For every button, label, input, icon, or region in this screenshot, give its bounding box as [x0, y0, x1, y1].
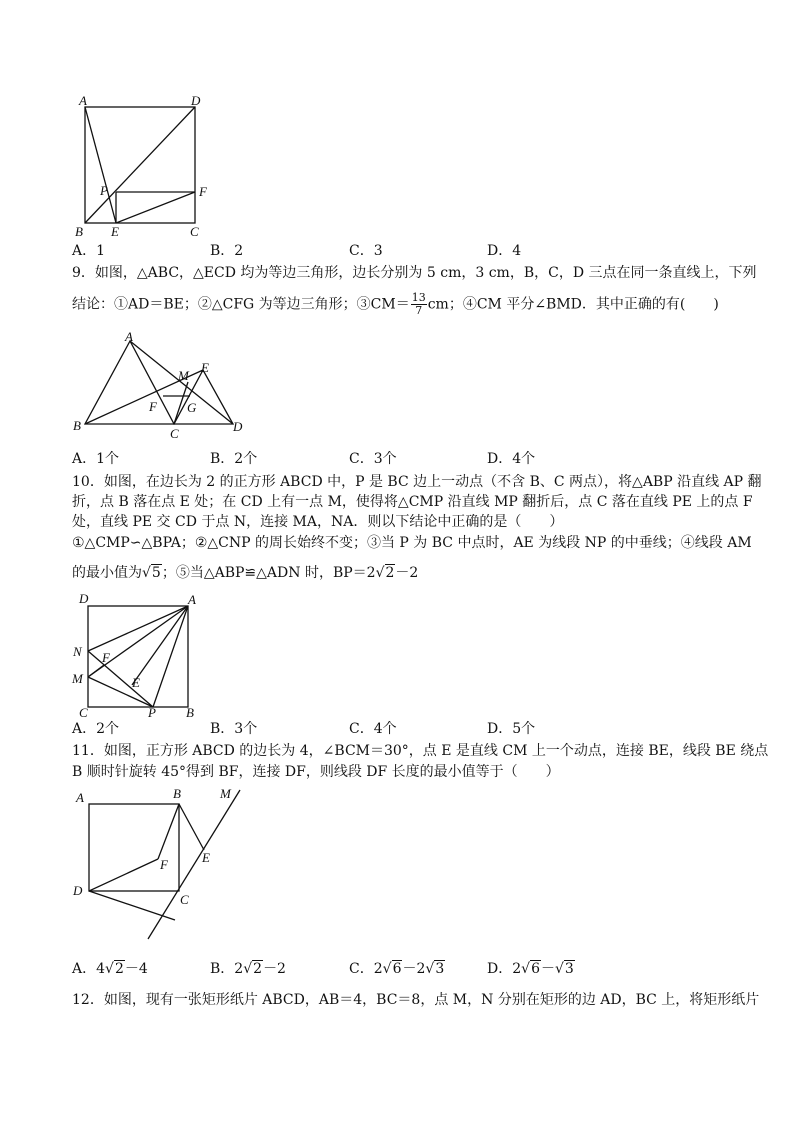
q10-label-P: P	[148, 705, 156, 720]
q9-label-B: B	[73, 418, 81, 433]
q10-line-MF	[88, 665, 104, 677]
q11-option-d: D．2√6－√3	[487, 961, 574, 977]
q11-option-a: A．4√2－4	[72, 961, 148, 977]
q10-option-a: A．2个	[72, 721, 120, 737]
q8-figure	[74, 95, 214, 240]
q10-text-line1: 10．如图，在边长为 2 的正方形 ABCD 中，P 是 BC 边上一动点（不含 B、C 两点），将△ABP 沿直线 AP 翻	[72, 474, 762, 490]
q11-line-BF	[158, 804, 179, 859]
q11-label-A: A	[76, 790, 84, 805]
q10-label-B: B	[186, 705, 194, 720]
q10-figure	[70, 590, 200, 720]
q10-text-line4: ①△CMP∽△BPA；②△CNP 的周长始终不变；③当 P 为 BC 中点时，AE 为线段 NP 的中垂线；④线段 AM	[72, 535, 752, 551]
q10-option-b: B．3个	[210, 721, 258, 737]
q10-line-AE	[132, 606, 188, 685]
q9-label-E: E	[201, 360, 209, 375]
q10-label-A: A	[188, 592, 196, 607]
q8-label-F: F	[199, 184, 207, 199]
q10-label-D: D	[79, 591, 89, 606]
q12-text-line1: 12．如图，现有一张矩形纸片 ABCD，AB＝4，BC＝8，点 M，N 分别在矩形的边 AD，BC 上，将矩形纸片	[72, 992, 760, 1008]
q11-option-b: B．2√2－2	[210, 961, 286, 977]
q11-square	[89, 804, 179, 891]
q11-line-D-to-CM	[89, 891, 175, 920]
q9-fraction: $\frac{13}{7}$	[411, 291, 426, 317]
q11-text-line1: 11．如图，正方形 ABCD 的边长为 4，∠BCM＝30°，点 E 是直线 CM 上一个动点，连接 BE，线段 BE 绕点	[72, 743, 769, 759]
q8-option-d: D．4	[487, 243, 522, 259]
q8-label-A: A	[79, 95, 87, 108]
q10-label-M: M	[72, 671, 83, 686]
q11-label-E: E	[202, 850, 210, 865]
q8-label-P: P	[100, 183, 108, 198]
q11-figure	[70, 784, 250, 944]
q9-text-line2	[72, 292, 719, 317]
q8-line-EF	[116, 192, 195, 223]
q9-option-a: A．1个	[72, 451, 120, 467]
q8-option-b: B．2	[210, 243, 244, 259]
q10-text-line2: 折，点 B 落在点 E 处；在 CD 上有一点 M，使得将△CMP 沿直线 MP 翻折后，点 C 落在直线 PE 上的点 F	[72, 494, 753, 510]
q8-line-BD	[85, 107, 195, 223]
q10-label-F: F	[102, 650, 110, 665]
q11-text-line2: B 顺时针旋转 45°得到 BF，连接 DF，则线段 DF 长度的最小值等于（ ）	[72, 764, 560, 780]
q10-line-AN	[88, 606, 188, 651]
q10-option-d: D．5个	[487, 721, 536, 737]
q9-triangle-ABC	[85, 341, 174, 424]
q10-label-C: C	[79, 705, 88, 720]
q9-label-A: A	[125, 330, 133, 344]
q8-option-a: A．1	[72, 243, 106, 259]
q9-text-line1: 9．如图，△ABC，△ECD 均为等边三角形，边长分别为 5 cm，3 cm，B，C，D 三点在同一条直线上，下列	[72, 265, 757, 281]
q9-option-b: B．2个	[210, 451, 258, 467]
q11-label-F: F	[160, 857, 168, 872]
q11-label-B: B	[173, 786, 181, 801]
q8-label-B: B	[75, 224, 83, 239]
q9-option-d: D．4个	[487, 451, 536, 467]
q10-line-AP	[153, 606, 188, 707]
q10-text-line3: 处，直线 PE 交 CD 于点 N，连接 MA，NA．则以下结论中正确的是（ ）	[72, 514, 564, 530]
q11-label-M: M	[220, 786, 231, 801]
q10-label-N: N	[73, 644, 82, 659]
q9-line2-b: cm；④CM 平分∠BMD．其中正确的有( )	[427, 296, 719, 313]
q9-line2-a: 结论：①AD＝BE；②△CFG 为等边三角形；③CM＝	[72, 296, 410, 313]
q9-label-D: D	[233, 419, 243, 434]
q9-figure	[70, 330, 250, 442]
q8-label-C: C	[190, 224, 199, 239]
q9-label-M: M	[178, 368, 189, 383]
q11-label-C: C	[180, 892, 189, 907]
q11-line-BE	[179, 804, 204, 850]
q10-text-line5: 的最小值为√5；⑤当△ABP≌△ADN 时，BP＝2√2－2	[72, 565, 419, 581]
q10-line-MP	[88, 677, 153, 707]
q11-option-c: C．2√6－2√3	[349, 961, 445, 977]
q9-option-c: C．3个	[349, 451, 397, 467]
q10-label-E: E	[132, 675, 140, 690]
q10-option-c: C．4个	[349, 721, 397, 737]
q11-label-D: D	[73, 883, 83, 898]
q8-label-E: E	[111, 224, 119, 239]
q8-option-c: C．3	[349, 243, 383, 259]
q10-line-NP	[88, 651, 153, 707]
q8-label-D: D	[191, 95, 201, 108]
q9-label-F: F	[149, 399, 157, 414]
q11-line-DF	[89, 859, 158, 891]
q9-label-G: G	[187, 400, 197, 415]
q8-line-AE	[85, 107, 116, 223]
q9-label-C: C	[170, 426, 179, 441]
